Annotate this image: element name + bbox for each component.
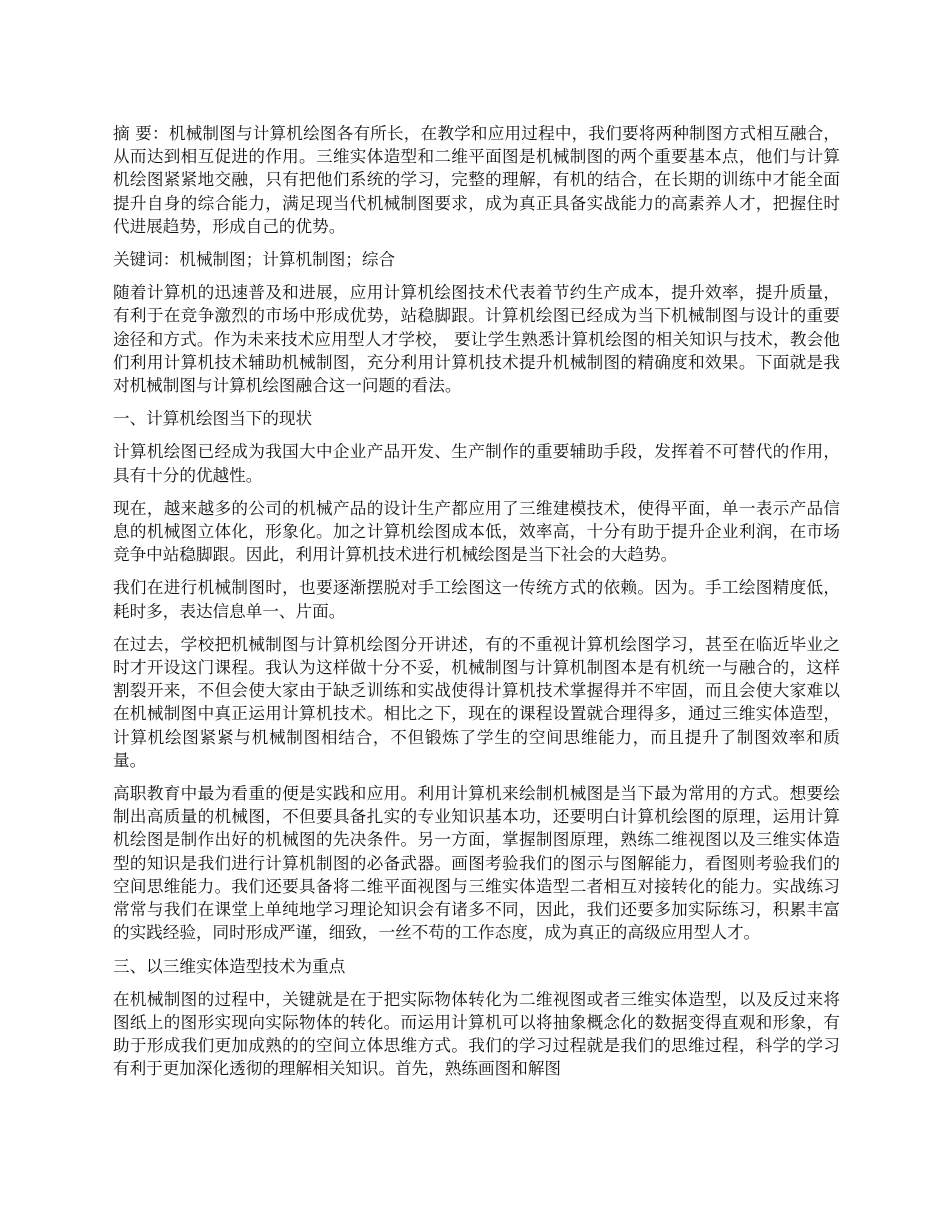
- body-paragraph-3: 我们在进行机械制图时，也要逐渐摆脱对手工绘图这一传统方式的依赖。因为。手工绘图精度低，耗时多，表达信息单一、片面。: [113, 578, 840, 621]
- body-paragraph-6: 在机械制图的过程中，关键就是在于把实际物体转化为二维视图或者三维实体造型，以及反过来将图纸上的图形实现向实际物体的转化。而运用计算机可以将抽象概念化的数据变得直观和形象，有助于形成我们更加成熟的的空间立体思维方式。我们的学习过程就是我们的思维过程，科学的学习有利于更加深化透彻的理解相关知识。首先，熟练画图和解图: [113, 989, 840, 1079]
- body-paragraph-5: 高职教育中最为看重的便是实践和应用。利用计算机来绘制机械图是当下最为常用的方式。想要绘制出高质量的机械图，不但要具备扎实的专业知识基本功，还要明白计算机绘图的原理，运用计算机绘图是制作出好的机械图的先决条件。另一方面，掌握制图原理，熟练二维视图以及三维实体造型的知识是我们进行计算机制图的必备武器。画图考验我们的图示与图解能力，看图则考验我们的空间思维能力。我们还要具备将二维平面视图与三维实体造型二者相互对接转化的能力。实战练习常常与我们在课堂上单纯地学习理论知识会有诸多不同，因此，我们还要多加实际练习，积累丰富的实践经验，同时形成严谨，细致，一丝不苟的工作态度，成为真正的高级应用型人才。: [113, 784, 840, 943]
- document-body: [113, 122, 840, 1091]
- body-paragraph-4: 在过去，学校把机械制图与计算机绘图分开讲述，有的不重视计算机绘图学习，甚至在临近毕业之时才开设这门课程。我认为这样做十分不妥，机械制图与计算机制图本是有机统一与融合的，这样割裂开来，不但会使大家由于缺乏训练和实战使得计算机技术掌握得并不牢固，而且会使大家难以在机械制图中真正运用计算机技术。相比之下，现在的课程设置就合理得多，通过三维实体造型，计算机绘图紧紧与机械制图相结合，不但锻炼了学生的空间思维能力，而且提升了制图效率和质量。: [113, 634, 840, 770]
- body-paragraph-2: 现在，越来越多的公司的机械产品的设计生产都应用了三维建模技术，使得平面，单一表示产品信息的机械图立体化，形象化。加之计算机绘图成本低，效率高，十分有助于提升企业利润，在市场竞争中站稳脚跟。因此，利用计算机技术进行机械绘图是当下社会的大趋势。: [113, 498, 840, 565]
- section-heading-1: 一、计算机绘图当下的现状: [113, 409, 313, 429]
- abstract-paragraph: 摘 要：机械制图与计算机绘图各有所长，在教学和应用过程中，我们要将两种制图方式相互融合，从而达到相互促进的作用。三维实体造型和二维平面图是机械制图的两个重要基本点，他们与计算机绘图紧紧地交融，只有把他们系统的学习，完整的理解，有机的结合，在长期的训练中才能全面提升自身的综合能力，满足现当代机械制图要求，成为真正具备实战能力的高素养人才，把握住时代进展趋势，形成自己的优势。: [113, 124, 840, 236]
- section-heading-3: 三、以三维实体造型技术为重点: [113, 956, 346, 976]
- keywords-line: 关键词：机械制图；计算机制图；综合: [113, 250, 396, 270]
- body-paragraph-1: 计算机绘图已经成为我国大中企业产品开发、生产制作的重要辅助手段，发挥着不可替代的作用，具有十分的优越性。: [113, 442, 840, 485]
- intro-paragraph: 随着计算机的迅速普及和进展，应用计算机绘图技术代表着节约生产成本，提升效率，提升质量，有利于在竞争激烈的市场中形成优势，站稳脚跟。计算机绘图已经成为当下机械制图与设计的重要途径和方式。作为未来技术应用型人才学校， 要让学生熟悉计算机绘图的相关知识与技术，教会他们利用计算机技术辅助机械制图，充分利用计算机技术提升机械制图的精确度和效果。下面就是我对机械制图与计算机绘图融合这一问题的看法。: [113, 283, 840, 396]
